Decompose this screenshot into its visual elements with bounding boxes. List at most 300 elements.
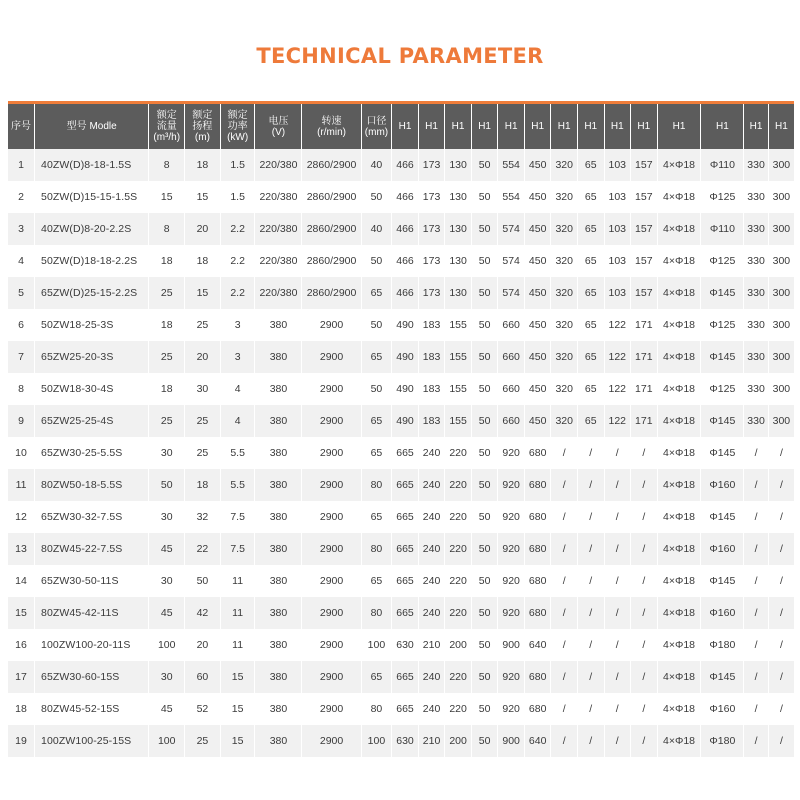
- table-cell: 574: [498, 213, 525, 245]
- model-cell: 100ZW100-25-15S: [35, 725, 149, 757]
- table-cell: 4×Φ18: [657, 565, 701, 597]
- table-cell: 2900: [302, 373, 361, 405]
- table-cell: 320: [551, 181, 578, 213]
- table-cell: 5.5: [220, 437, 255, 469]
- table-cell: Φ110: [701, 149, 744, 181]
- table-cell: 490: [392, 373, 419, 405]
- table-cell: 171: [631, 405, 658, 437]
- table-cell: 450: [524, 309, 551, 341]
- table-cell: 157: [631, 181, 658, 213]
- table-cell: 50: [471, 373, 498, 405]
- table-cell: 25: [185, 309, 221, 341]
- table-cell: 103: [604, 213, 631, 245]
- table-cell: 380: [255, 661, 302, 693]
- header-line: 功率: [227, 121, 248, 132]
- table-cell: 30: [149, 501, 185, 533]
- table-cell: 18: [149, 309, 185, 341]
- table-cell: 65: [577, 277, 604, 309]
- row-index-cell: 12: [8, 501, 35, 533]
- table-cell: 50: [185, 565, 221, 597]
- table-cell: 330: [744, 277, 768, 309]
- header-line: (kW): [227, 132, 249, 143]
- table-cell: 80: [361, 693, 392, 725]
- table-cell: 173: [418, 213, 445, 245]
- table-cell: 574: [498, 245, 525, 277]
- table-cell: Φ160: [701, 597, 744, 629]
- table-cell: 2900: [302, 661, 361, 693]
- table-cell: 450: [524, 181, 551, 213]
- table-cell: 45: [149, 597, 185, 629]
- table-cell: 210: [418, 725, 445, 757]
- table-cell: 130: [445, 213, 472, 245]
- table-cell: 4×Φ18: [657, 149, 701, 181]
- table-cell: 4×Φ18: [657, 181, 701, 213]
- table-cell: /: [604, 437, 631, 469]
- table-cell: 320: [551, 373, 578, 405]
- header-line: 额定: [227, 110, 248, 121]
- table-cell: 171: [631, 309, 658, 341]
- table-cell: 630: [392, 725, 419, 757]
- table-cell: 220/380: [255, 213, 302, 245]
- table-cell: 330: [744, 405, 768, 437]
- table-cell: 157: [631, 149, 658, 181]
- table-cell: /: [631, 533, 658, 565]
- table-cell: 155: [445, 405, 472, 437]
- table-cell: 80: [361, 597, 392, 629]
- table-cell: 173: [418, 149, 445, 181]
- table-cell: 4: [220, 373, 255, 405]
- table-cell: /: [744, 533, 768, 565]
- table-row: [8, 373, 794, 405]
- column-header: H1: [657, 104, 701, 149]
- table-cell: 4×Φ18: [657, 277, 701, 309]
- table-cell: 183: [418, 309, 445, 341]
- row-index-cell: 8: [8, 373, 35, 405]
- table-cell: 240: [418, 533, 445, 565]
- table-cell: 11: [220, 629, 255, 661]
- table-cell: 22: [185, 533, 221, 565]
- table-cell: /: [577, 693, 604, 725]
- column-header: H1: [768, 104, 794, 149]
- table-cell: 554: [498, 149, 525, 181]
- table-cell: 680: [524, 501, 551, 533]
- table-cell: 15: [185, 277, 221, 309]
- table-cell: 680: [524, 565, 551, 597]
- table-cell: 50: [471, 565, 498, 597]
- table-cell: /: [604, 501, 631, 533]
- column-header: H1: [471, 104, 498, 149]
- model-cell: 50ZW(D)18-18-2.2S: [35, 245, 149, 277]
- table-cell: 40: [361, 213, 392, 245]
- table-cell: 665: [392, 597, 419, 629]
- table-cell: 2860/2900: [302, 181, 361, 213]
- table-cell: Φ125: [701, 245, 744, 277]
- table-cell: Φ160: [701, 533, 744, 565]
- table-cell: 2900: [302, 725, 361, 757]
- column-header: H1: [498, 104, 525, 149]
- table-cell: /: [604, 693, 631, 725]
- table-cell: 380: [255, 469, 302, 501]
- table-cell: 920: [498, 693, 525, 725]
- table-cell: 300: [768, 245, 794, 277]
- table-cell: 380: [255, 373, 302, 405]
- table-cell: 80: [361, 469, 392, 501]
- table-cell: 40: [361, 149, 392, 181]
- table-cell: 183: [418, 341, 445, 373]
- table-cell: 320: [551, 277, 578, 309]
- table-cell: 25: [185, 725, 221, 757]
- table-cell: 65: [577, 245, 604, 277]
- table-cell: /: [768, 597, 794, 629]
- table-cell: 660: [498, 341, 525, 373]
- table-cell: 300: [768, 181, 794, 213]
- table-cell: 450: [524, 149, 551, 181]
- header-line: (m): [194, 132, 210, 143]
- table-cell: Φ160: [701, 693, 744, 725]
- table-row: [8, 149, 794, 181]
- column-header: [149, 104, 185, 149]
- table-cell: 52: [185, 693, 221, 725]
- table-cell: 300: [768, 277, 794, 309]
- table-cell: 300: [768, 213, 794, 245]
- table-cell: 665: [392, 533, 419, 565]
- table-cell: 380: [255, 341, 302, 373]
- table-cell: 50: [471, 629, 498, 661]
- header-line: 转速: [321, 115, 342, 127]
- column-header: H1: [551, 104, 578, 149]
- table-cell: /: [631, 661, 658, 693]
- table-cell: 65: [577, 181, 604, 213]
- table-cell: 300: [768, 309, 794, 341]
- table-cell: 300: [768, 149, 794, 181]
- model-cell: 65ZW25-25-4S: [35, 405, 149, 437]
- table-cell: 30: [185, 373, 221, 405]
- table-cell: 50: [471, 245, 498, 277]
- column-header: H1: [418, 104, 445, 149]
- column-header: H1: [744, 104, 768, 149]
- table-cell: Φ145: [701, 405, 744, 437]
- table-cell: 330: [744, 149, 768, 181]
- table-cell: 32: [185, 501, 221, 533]
- table-cell: 630: [392, 629, 419, 661]
- table-cell: 2860/2900: [302, 277, 361, 309]
- table-cell: 4×Φ18: [657, 629, 701, 661]
- row-index-cell: 9: [8, 405, 35, 437]
- column-header: [185, 104, 221, 149]
- table-cell: /: [551, 565, 578, 597]
- table-cell: 65: [361, 565, 392, 597]
- model-cell: 80ZW45-42-11S: [35, 597, 149, 629]
- table-cell: 220/380: [255, 149, 302, 181]
- table-cell: /: [551, 533, 578, 565]
- table-cell: 4×Φ18: [657, 245, 701, 277]
- table-cell: /: [604, 725, 631, 757]
- table-cell: 80: [361, 533, 392, 565]
- table-cell: /: [744, 501, 768, 533]
- table-cell: 665: [392, 469, 419, 501]
- table-cell: 4×Φ18: [657, 533, 701, 565]
- table-cell: 4×Φ18: [657, 597, 701, 629]
- model-cell: 50ZW18-30-4S: [35, 373, 149, 405]
- table-row: [8, 501, 794, 533]
- table-cell: 100: [149, 725, 185, 757]
- table-cell: 220: [445, 501, 472, 533]
- table-cell: 122: [604, 373, 631, 405]
- table-cell: 220/380: [255, 181, 302, 213]
- table-cell: 2.2: [220, 245, 255, 277]
- table-cell: 450: [524, 213, 551, 245]
- table-cell: 300: [768, 341, 794, 373]
- table-cell: 300: [768, 373, 794, 405]
- table-cell: 320: [551, 149, 578, 181]
- table-cell: 380: [255, 725, 302, 757]
- table-cell: /: [744, 725, 768, 757]
- table-cell: 680: [524, 469, 551, 501]
- table-cell: 200: [445, 629, 472, 661]
- model-cell: 50ZW18-25-3S: [35, 309, 149, 341]
- table-cell: 680: [524, 661, 551, 693]
- table-cell: 50: [471, 149, 498, 181]
- table-cell: 2900: [302, 501, 361, 533]
- table-cell: 50: [471, 725, 498, 757]
- table-cell: 50: [471, 341, 498, 373]
- table-cell: 490: [392, 309, 419, 341]
- table-cell: 60: [185, 661, 221, 693]
- table-cell: Φ125: [701, 181, 744, 213]
- table-cell: /: [744, 565, 768, 597]
- table-cell: 640: [524, 725, 551, 757]
- table-cell: /: [631, 565, 658, 597]
- table-cell: /: [604, 533, 631, 565]
- header-line: (r/min): [317, 126, 346, 138]
- table-cell: 65: [361, 661, 392, 693]
- table-cell: 2860/2900: [302, 213, 361, 245]
- table-cell: 50: [471, 181, 498, 213]
- model-cell: 100ZW100-20-11S: [35, 629, 149, 661]
- table-cell: /: [768, 565, 794, 597]
- table-cell: /: [577, 661, 604, 693]
- table-cell: Φ125: [701, 309, 744, 341]
- table-cell: /: [768, 693, 794, 725]
- table-cell: 920: [498, 501, 525, 533]
- table-cell: 466: [392, 149, 419, 181]
- model-cell: 65ZW(D)25-15-2.2S: [35, 277, 149, 309]
- table-cell: /: [768, 725, 794, 757]
- table-cell: 2900: [302, 405, 361, 437]
- row-index-cell: 7: [8, 341, 35, 373]
- table-cell: 450: [524, 341, 551, 373]
- model-cell: 40ZW(D)8-20-2.2S: [35, 213, 149, 245]
- table-cell: 2900: [302, 437, 361, 469]
- table-cell: 920: [498, 437, 525, 469]
- table-cell: 130: [445, 149, 472, 181]
- table-cell: 2900: [302, 341, 361, 373]
- table-cell: 220/380: [255, 277, 302, 309]
- table-cell: /: [744, 693, 768, 725]
- row-index-cell: 18: [8, 693, 35, 725]
- table-cell: 665: [392, 693, 419, 725]
- table-cell: 65: [361, 405, 392, 437]
- table-cell: 665: [392, 501, 419, 533]
- table-cell: 200: [445, 725, 472, 757]
- table-cell: 300: [768, 405, 794, 437]
- table-cell: /: [551, 437, 578, 469]
- table-cell: 50: [471, 277, 498, 309]
- table-cell: 45: [149, 693, 185, 725]
- table-cell: /: [577, 533, 604, 565]
- table-cell: /: [551, 693, 578, 725]
- table-cell: 665: [392, 661, 419, 693]
- table-cell: 155: [445, 373, 472, 405]
- table-cell: 50: [471, 309, 498, 341]
- table-cell: 380: [255, 405, 302, 437]
- table-cell: 103: [604, 181, 631, 213]
- table-cell: 4: [220, 405, 255, 437]
- row-index-cell: 2: [8, 181, 35, 213]
- table-row: [8, 469, 794, 501]
- table-cell: /: [631, 597, 658, 629]
- table-header-row: [8, 104, 794, 149]
- table-cell: 5.5: [220, 469, 255, 501]
- table-cell: 173: [418, 181, 445, 213]
- row-index-cell: 13: [8, 533, 35, 565]
- table-cell: 330: [744, 213, 768, 245]
- table-cell: 574: [498, 277, 525, 309]
- table-cell: 65: [577, 309, 604, 341]
- table-body: [8, 149, 794, 757]
- model-cell: 40ZW(D)8-18-1.5S: [35, 149, 149, 181]
- table-cell: 680: [524, 693, 551, 725]
- table-cell: 45: [149, 533, 185, 565]
- header-line: (V): [271, 126, 286, 138]
- table-cell: /: [768, 533, 794, 565]
- table-cell: 4×Φ18: [657, 341, 701, 373]
- table-cell: 50: [471, 437, 498, 469]
- column-header: H1: [392, 104, 419, 149]
- table-cell: /: [577, 565, 604, 597]
- table-cell: 183: [418, 373, 445, 405]
- table-cell: 2860/2900: [302, 245, 361, 277]
- table-cell: /: [768, 437, 794, 469]
- table-cell: 103: [604, 149, 631, 181]
- table-cell: 2900: [302, 693, 361, 725]
- table-cell: 50: [361, 245, 392, 277]
- table-cell: /: [551, 661, 578, 693]
- header-line: 扬程: [192, 121, 213, 132]
- table-cell: 50: [471, 693, 498, 725]
- header-line: 电压: [268, 115, 289, 127]
- table-cell: 2.2: [220, 277, 255, 309]
- table-cell: 25: [149, 277, 185, 309]
- table-cell: 2900: [302, 565, 361, 597]
- table-cell: 210: [418, 629, 445, 661]
- table-cell: 490: [392, 405, 419, 437]
- table-cell: 65: [577, 213, 604, 245]
- table-cell: Φ110: [701, 213, 744, 245]
- table-cell: 18: [185, 469, 221, 501]
- model-cell: 65ZW30-25-5.5S: [35, 437, 149, 469]
- table-cell: /: [631, 725, 658, 757]
- table-cell: 130: [445, 245, 472, 277]
- table-cell: 173: [418, 277, 445, 309]
- column-header: H1: [604, 104, 631, 149]
- row-index-cell: 17: [8, 661, 35, 693]
- model-cell: 80ZW45-22-7.5S: [35, 533, 149, 565]
- table-cell: 4×Φ18: [657, 693, 701, 725]
- header-line: (mm): [364, 126, 389, 138]
- table-cell: Φ145: [701, 341, 744, 373]
- table-cell: /: [631, 469, 658, 501]
- table-cell: 320: [551, 213, 578, 245]
- table-cell: 3: [220, 309, 255, 341]
- table-cell: 4×Φ18: [657, 213, 701, 245]
- table-cell: 665: [392, 437, 419, 469]
- table-cell: /: [551, 629, 578, 661]
- table-row: [8, 277, 794, 309]
- table-cell: 380: [255, 565, 302, 597]
- table-cell: 320: [551, 309, 578, 341]
- table-row: [8, 533, 794, 565]
- technical-parameter-table: [8, 101, 794, 757]
- table-cell: 320: [551, 245, 578, 277]
- table-cell: 665: [392, 565, 419, 597]
- row-index-cell: 16: [8, 629, 35, 661]
- table-cell: 18: [149, 373, 185, 405]
- table-cell: 30: [149, 565, 185, 597]
- table-cell: 155: [445, 341, 472, 373]
- table-cell: 122: [604, 341, 631, 373]
- table-cell: 157: [631, 213, 658, 245]
- table-cell: 15: [185, 181, 221, 213]
- table-row: [8, 245, 794, 277]
- table-cell: 155: [445, 309, 472, 341]
- table-cell: 50: [471, 213, 498, 245]
- table-cell: 103: [604, 245, 631, 277]
- table-cell: 466: [392, 181, 419, 213]
- table-cell: 25: [185, 437, 221, 469]
- table-cell: /: [604, 629, 631, 661]
- table-cell: 18: [149, 245, 185, 277]
- table-cell: 50: [471, 533, 498, 565]
- table-cell: 220: [445, 533, 472, 565]
- column-header: H1: [577, 104, 604, 149]
- row-index-cell: 5: [8, 277, 35, 309]
- table-cell: 220/380: [255, 245, 302, 277]
- table-cell: /: [744, 469, 768, 501]
- table-cell: 4×Φ18: [657, 309, 701, 341]
- row-index-cell: 15: [8, 597, 35, 629]
- table-cell: Φ145: [701, 661, 744, 693]
- page-title: TECHNICAL PARAMETER: [256, 44, 544, 68]
- table-cell: 25: [149, 405, 185, 437]
- model-cell: 65ZW30-32-7.5S: [35, 501, 149, 533]
- table-cell: 50: [471, 405, 498, 437]
- table-cell: 4×Φ18: [657, 373, 701, 405]
- table-cell: 50: [471, 597, 498, 629]
- table-row: [8, 629, 794, 661]
- table-cell: 171: [631, 341, 658, 373]
- table-cell: Φ180: [701, 629, 744, 661]
- table-cell: 65: [361, 277, 392, 309]
- table-cell: 2900: [302, 469, 361, 501]
- table-cell: 42: [185, 597, 221, 629]
- header-line: 流量: [156, 121, 177, 132]
- table-cell: /: [577, 501, 604, 533]
- table-cell: 330: [744, 341, 768, 373]
- column-header: [255, 104, 302, 149]
- table-row: [8, 661, 794, 693]
- table-cell: 122: [604, 309, 631, 341]
